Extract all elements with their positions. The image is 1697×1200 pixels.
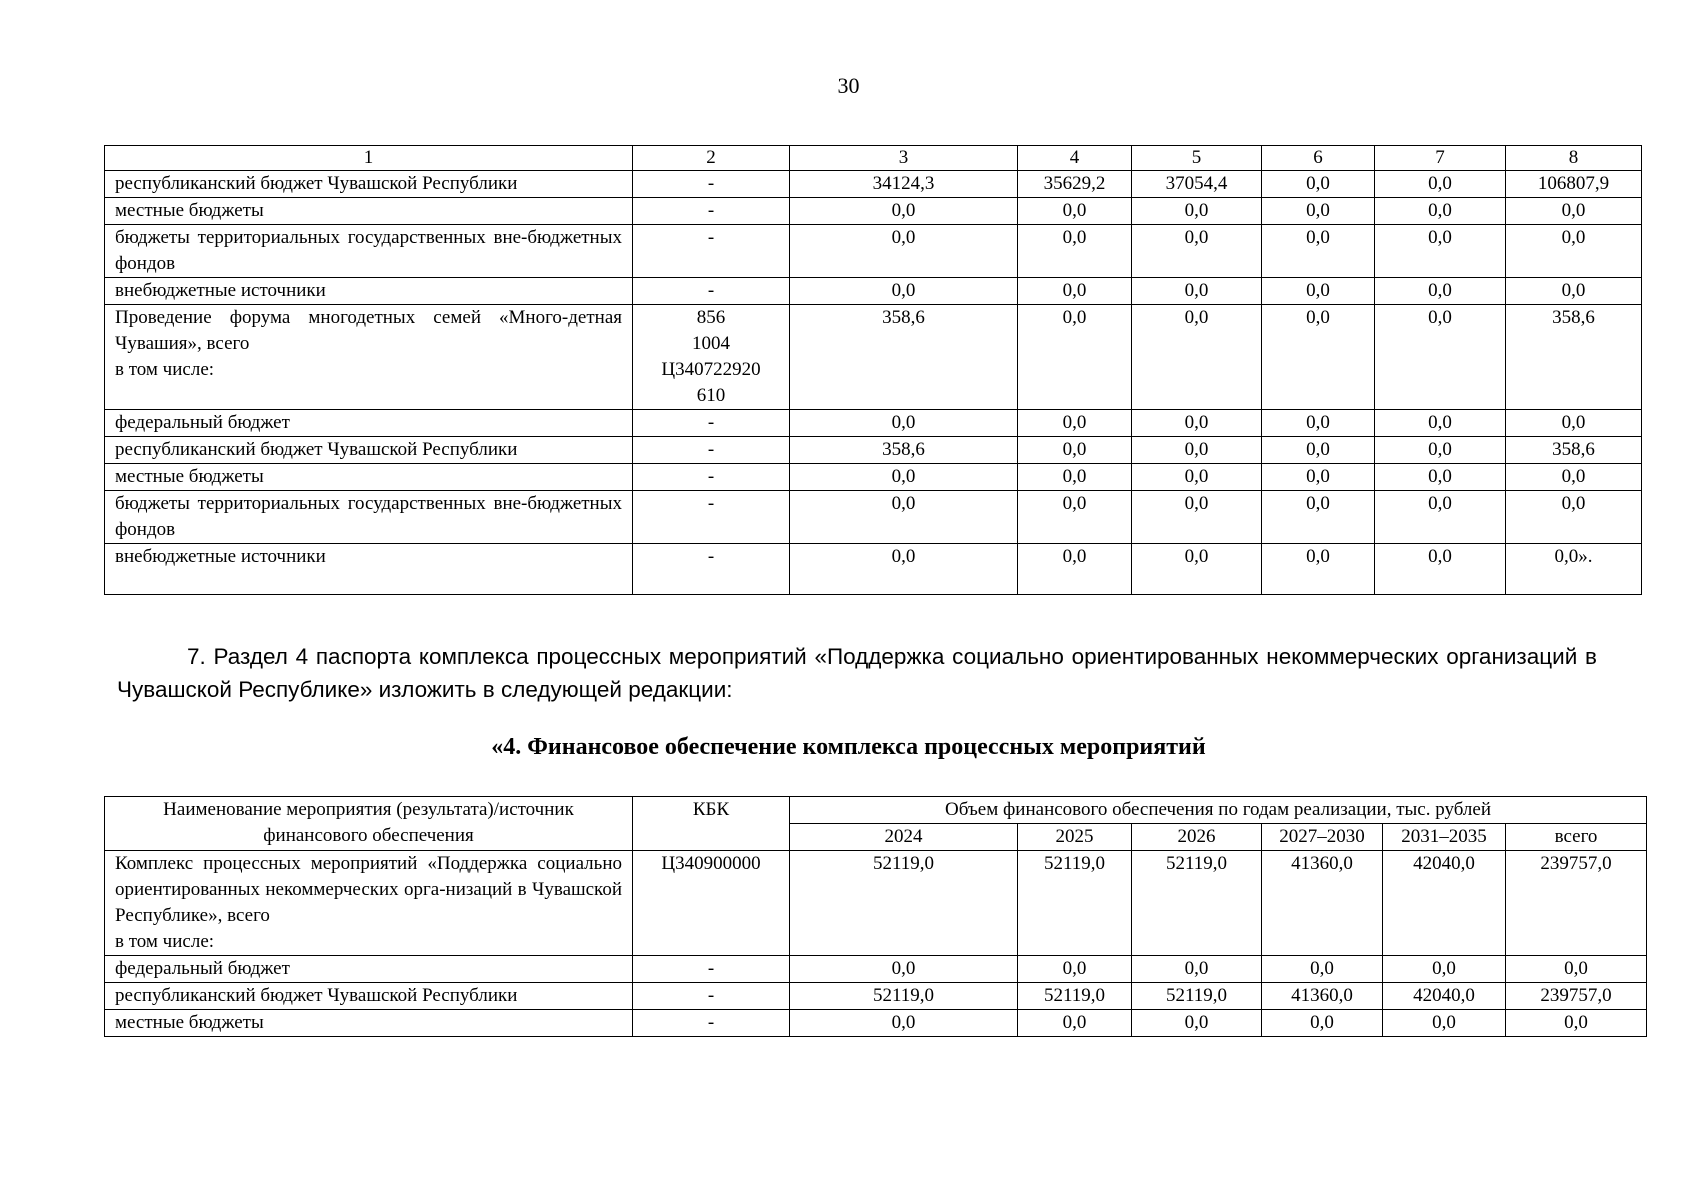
column-number: 2 [633,146,790,171]
value-cell: 0,0 [1262,171,1375,198]
value-cell: 37054,4 [1132,171,1262,198]
row-name-text: местные бюджеты [115,200,264,221]
value-cell: 358,6 [790,437,1018,464]
value-cell: 0,0 [1262,410,1375,437]
column-number: 4 [1018,146,1132,171]
value-cell: 0,0 [1383,1010,1506,1037]
value-cell: 0,0 [790,464,1018,491]
column-number: 8 [1506,146,1642,171]
table-row [105,464,1642,491]
table-row [105,983,1647,1010]
value-cell: 0,0 [1506,464,1642,491]
row-name-text: республиканский бюджет Чувашской Республики [115,173,518,194]
value-cell: 0,0 [790,491,1018,544]
year-header: 2031–2035 [1383,824,1506,851]
row-name-cell [105,305,633,410]
value-cell: 0,0 [1375,225,1506,278]
value-cell: 0,0 [1375,278,1506,305]
value-cell: 0,0 [1262,225,1375,278]
value-cell: 0,0 [1375,171,1506,198]
row-name-text: федеральный бюджет [115,958,290,979]
value-cell: 0,0 [1262,544,1375,595]
value-cell: 0,0 [1375,464,1506,491]
row-name-text: местные бюджеты [115,1012,264,1033]
value-cell: 0,0 [1506,491,1642,544]
value-cell: 0,0 [1375,544,1506,595]
value-cell: 0,0 [1506,410,1642,437]
value-cell: 52119,0 [1132,851,1262,956]
kbk-cell: - [633,491,790,544]
table-row [105,437,1642,464]
value-cell: 0,0 [1506,198,1642,225]
row-name-cell [105,544,633,595]
value-cell: 239757,0 [1506,851,1647,956]
table-row [105,198,1642,225]
row-name-cell [105,437,633,464]
value-cell: 358,6 [1506,437,1642,464]
table-row [105,305,1642,410]
value-cell: 0,0 [790,1010,1018,1037]
value-cell: 0,0 [1262,198,1375,225]
value-cell: 358,6 [1506,305,1642,410]
value-cell: 0,0 [1375,410,1506,437]
value-cell: 42040,0 [1383,983,1506,1010]
value-cell: 35629,2 [1018,171,1132,198]
kbk-cell: - [633,544,790,595]
value-cell: 0,0 [1132,278,1262,305]
value-cell: 0,0 [1506,225,1642,278]
value-cell: 0,0 [790,225,1018,278]
kbk-cell: - [633,1010,790,1037]
kbk-cell: - [633,983,790,1010]
row-name-text: бюджеты территориальных государственных вне-бюджетных фондов [115,227,622,274]
value-cell: 0,0 [1132,305,1262,410]
header-volume-cell: Объем финансового обеспечения по годам реализации, тыс. рублей [790,797,1647,824]
table-row [105,851,1647,956]
table-row [105,1010,1647,1037]
column-number: 7 [1375,146,1506,171]
year-header: 2027–2030 [1262,824,1383,851]
kbk-cell: 856 1004 Ц340722920 610 [633,305,790,410]
value-cell: 0,0 [1262,437,1375,464]
table-row [105,491,1642,544]
value-cell: 0,0 [1132,544,1262,595]
row-name-cell [105,225,633,278]
header-kbk-cell: КБК [633,797,790,851]
value-cell: 0,0 [790,410,1018,437]
value-cell: 0,0 [1506,1010,1647,1037]
value-cell: 0,0 [1375,198,1506,225]
value-cell: 0,0 [1132,437,1262,464]
row-name-text: внебюджетные источники [115,280,326,301]
value-cell: 0,0 [1375,491,1506,544]
row-name-text: Комплекс процессных мероприятий «Поддержка социально ориентированных некоммерческих орга-низаций в Чувашской Республике», всего [115,853,622,926]
value-cell: 239757,0 [1506,983,1647,1010]
value-cell: 0,0 [1132,225,1262,278]
value-cell: 0,0 [1018,198,1132,225]
kbk-cell: Ц340900000 [633,851,790,956]
funding-table-continued [104,145,1642,595]
value-cell: 41360,0 [1262,983,1383,1010]
value-cell: 0,0 [1262,1010,1383,1037]
value-cell: 0,0 [1018,544,1132,595]
table-row [105,410,1642,437]
kbk-cell: - [633,956,790,983]
value-cell: 0,0 [1018,437,1132,464]
amendment-paragraph: 7. Раздел 4 паспорта комплекса процессных мероприятий «Поддержка социально ориентированных некоммерческих организаций в Чувашской Республике» изложить в следующей редакции: [117,644,1597,702]
value-cell: 0,0 [790,544,1018,595]
value-cell: 0,0 [1018,278,1132,305]
row-name-cell [105,464,633,491]
value-cell: 0,0 [790,198,1018,225]
value-cell: 42040,0 [1383,851,1506,956]
value-cell: 52119,0 [790,851,1018,956]
kbk-cell: - [633,278,790,305]
value-cell: 41360,0 [1262,851,1383,956]
column-number: 1 [105,146,633,171]
value-cell: 0,0 [1018,956,1132,983]
value-cell: 0,0 [1506,278,1642,305]
row-name-cell [105,983,633,1010]
row-name-cell [105,851,633,956]
row-name-cell [105,410,633,437]
value-cell: 52119,0 [790,983,1018,1010]
value-cell: 358,6 [790,305,1018,410]
year-header: всего [1506,824,1647,851]
row-name-text: федеральный бюджет [115,412,290,433]
value-cell: 0,0 [1132,1010,1262,1037]
row-name-text: республиканский бюджет Чувашской Республики [115,985,518,1006]
kbk-cell: - [633,198,790,225]
value-cell: 0,0 [1506,956,1647,983]
value-cell: 0,0 [1018,410,1132,437]
row-name-text: Проведение форума многодетных семей «Много-детная Чувашия», всего [115,307,622,354]
kbk-cell: - [633,225,790,278]
value-cell: 52119,0 [1132,983,1262,1010]
row-name-text: местные бюджеты [115,466,264,487]
year-header: 2025 [1018,824,1132,851]
value-cell: 0,0 [1375,305,1506,410]
value-cell: 0,0 [1375,437,1506,464]
row-name-text: бюджеты территориальных государственных вне-бюджетных фондов [115,493,622,540]
table-row [105,171,1642,198]
row-name-text: внебюджетные источники [115,546,326,567]
row-name-cell [105,278,633,305]
value-cell: 52119,0 [1018,983,1132,1010]
year-header: 2024 [790,824,1018,851]
value-cell: 0,0 [1018,491,1132,544]
value-cell: 0,0 [1132,491,1262,544]
value-cell: 0,0 [1018,1010,1132,1037]
kbk-cell: - [633,437,790,464]
table-row [105,225,1642,278]
value-cell: 0,0 [1132,464,1262,491]
row-name-cell [105,491,633,544]
row-name-cell [105,171,633,198]
row-name-cell [105,956,633,983]
value-cell: 0,0 [1018,305,1132,410]
column-number: 6 [1262,146,1375,171]
table-header-row [105,797,1647,824]
value-cell: 0,0 [1262,491,1375,544]
column-number-row [105,146,1642,171]
value-cell: 0,0 [1132,410,1262,437]
value-cell: 0,0 [1018,464,1132,491]
table-row [105,278,1642,305]
table-row [105,544,1642,595]
value-cell: 34124,3 [790,171,1018,198]
value-cell: 0,0». [1506,544,1642,595]
column-number: 3 [790,146,1018,171]
column-number: 5 [1132,146,1262,171]
value-cell: 0,0 [1383,956,1506,983]
page-number: 30 [837,73,860,98]
row-name-cell [105,1010,633,1037]
row-name-text: в том числе: [115,931,215,952]
value-cell: 0,0 [1262,956,1383,983]
kbk-cell: - [633,464,790,491]
kbk-cell: - [633,410,790,437]
value-cell: 0,0 [1262,278,1375,305]
row-name-text: республиканский бюджет Чувашской Республики [115,439,518,460]
value-cell: 0,0 [1262,305,1375,410]
row-name-text: в том числе: [115,359,215,380]
section-title: «4. Финансовое обеспечение комплекса процессных мероприятий [491,734,1206,760]
value-cell: 0,0 [1132,956,1262,983]
value-cell: 106807,9 [1506,171,1642,198]
value-cell: 0,0 [1262,464,1375,491]
value-cell: 0,0 [790,278,1018,305]
funding-table-section-4 [104,796,1647,1037]
year-header: 2026 [1132,824,1262,851]
value-cell: 0,0 [790,956,1018,983]
kbk-cell: - [633,171,790,198]
value-cell: 52119,0 [1018,851,1132,956]
header-name-cell: Наименование мероприятия (результата)/источник финансового обеспечения [105,797,633,851]
value-cell: 0,0 [1018,225,1132,278]
row-name-cell [105,198,633,225]
value-cell: 0,0 [1132,198,1262,225]
table-row [105,956,1647,983]
